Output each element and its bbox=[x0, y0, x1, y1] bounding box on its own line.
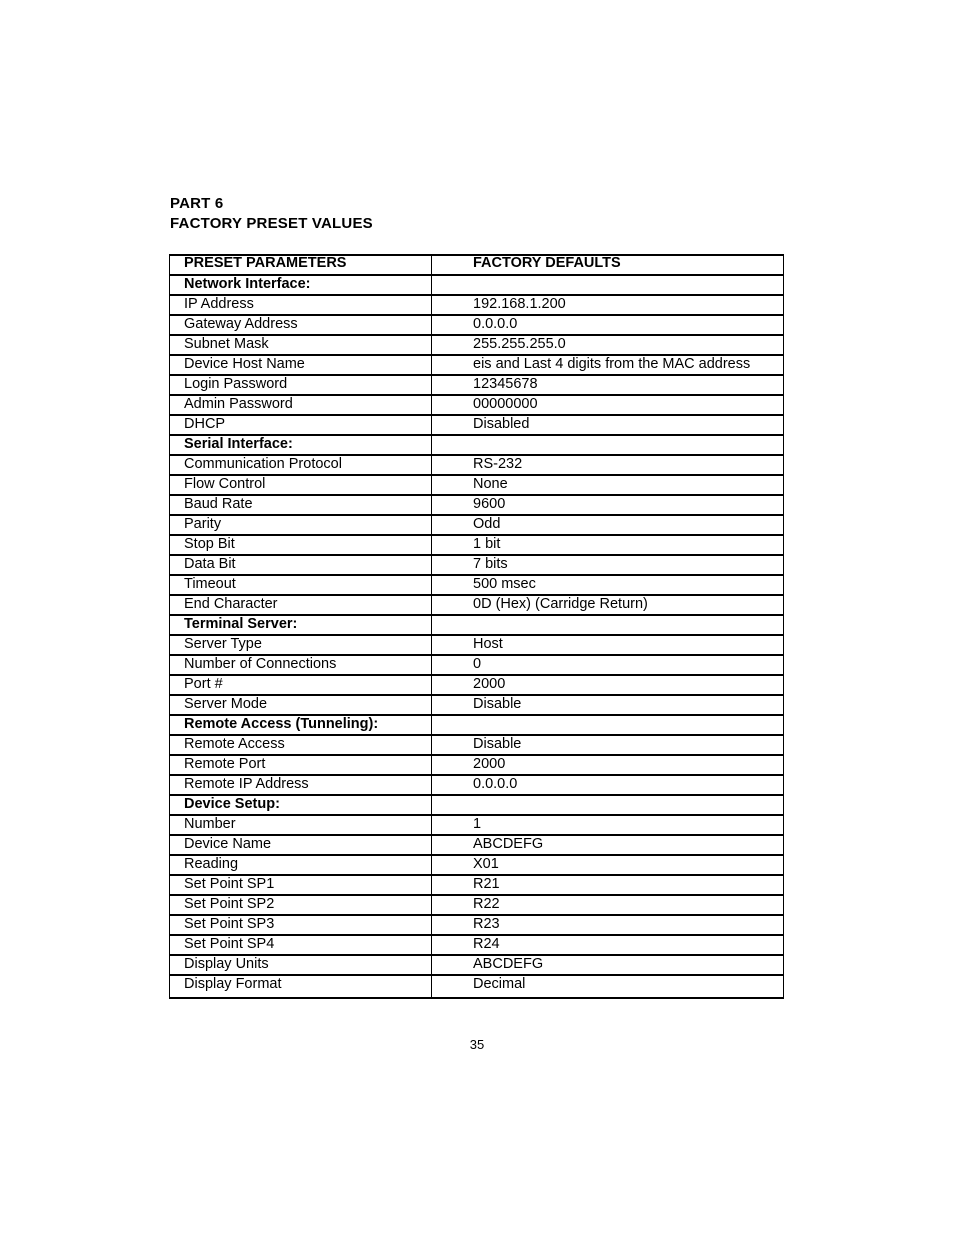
table-header-row bbox=[170, 255, 784, 275]
default-value-cell: eis and Last 4 digits from the MAC address bbox=[432, 355, 784, 375]
table-row bbox=[170, 695, 784, 715]
parameter-cell: Display Format bbox=[170, 975, 432, 998]
table-row bbox=[170, 475, 784, 495]
table-row bbox=[170, 575, 784, 595]
default-value-cell: 1 bbox=[432, 815, 784, 835]
section-row bbox=[170, 715, 784, 735]
table-row bbox=[170, 735, 784, 755]
parameter-cell: Subnet Mask bbox=[170, 335, 432, 355]
parameter-cell: Set Point SP1 bbox=[170, 875, 432, 895]
parameter-cell: IP Address bbox=[170, 295, 432, 315]
section-label: Serial Interface: bbox=[170, 435, 432, 455]
parameter-cell: Stop Bit bbox=[170, 535, 432, 555]
default-value-cell: 12345678 bbox=[432, 375, 784, 395]
section-row bbox=[170, 795, 784, 815]
default-value-cell: R21 bbox=[432, 875, 784, 895]
default-value-cell: 7 bits bbox=[432, 555, 784, 575]
default-value-cell: 192.168.1.200 bbox=[432, 295, 784, 315]
parameter-cell: Communication Protocol bbox=[170, 455, 432, 475]
table-row bbox=[170, 655, 784, 675]
section-row bbox=[170, 435, 784, 455]
default-value-cell: Disable bbox=[432, 735, 784, 755]
table-row bbox=[170, 775, 784, 795]
table-row bbox=[170, 895, 784, 915]
default-value-cell: Host bbox=[432, 635, 784, 655]
table-row bbox=[170, 455, 784, 475]
default-value-cell: X01 bbox=[432, 855, 784, 875]
table-row bbox=[170, 495, 784, 515]
default-value-cell: 2000 bbox=[432, 675, 784, 695]
column-header-defaults: FACTORY DEFAULTS bbox=[432, 255, 784, 275]
default-value-cell: Decimal bbox=[432, 975, 784, 998]
table-row bbox=[170, 635, 784, 655]
column-header-parameters: PRESET PARAMETERS bbox=[170, 255, 432, 275]
default-value-cell: 0 bbox=[432, 655, 784, 675]
table-row bbox=[170, 875, 784, 895]
parameter-cell: Baud Rate bbox=[170, 495, 432, 515]
parameter-cell: Number of Connections bbox=[170, 655, 432, 675]
default-value-cell: 2000 bbox=[432, 755, 784, 775]
table-row bbox=[170, 755, 784, 775]
parameter-cell: Flow Control bbox=[170, 475, 432, 495]
parameter-cell: Set Point SP3 bbox=[170, 915, 432, 935]
default-value-cell bbox=[432, 435, 784, 455]
table-row bbox=[170, 835, 784, 855]
table-row bbox=[170, 815, 784, 835]
default-value-cell: ABCDEFG bbox=[432, 835, 784, 855]
parameter-cell: Remote IP Address bbox=[170, 775, 432, 795]
default-value-cell: ABCDEFG bbox=[432, 955, 784, 975]
section-label: Remote Access (Tunneling): bbox=[170, 715, 432, 735]
table-row bbox=[170, 555, 784, 575]
table-row bbox=[170, 415, 784, 435]
default-value-cell: None bbox=[432, 475, 784, 495]
section-row bbox=[170, 615, 784, 635]
parameter-cell: Remote Access bbox=[170, 735, 432, 755]
table-row bbox=[170, 375, 784, 395]
table-row bbox=[170, 395, 784, 415]
table-row bbox=[170, 675, 784, 695]
default-value-cell: 0.0.0.0 bbox=[432, 315, 784, 335]
default-value-cell: RS-232 bbox=[432, 455, 784, 475]
default-value-cell: 255.255.255.0 bbox=[432, 335, 784, 355]
default-value-cell: 00000000 bbox=[432, 395, 784, 415]
default-value-cell: R23 bbox=[432, 915, 784, 935]
parameter-cell: Data Bit bbox=[170, 555, 432, 575]
parameter-cell: Device Name bbox=[170, 835, 432, 855]
table-row bbox=[170, 915, 784, 935]
default-value-cell: 500 msec bbox=[432, 575, 784, 595]
parameter-cell: Device Host Name bbox=[170, 355, 432, 375]
table-row bbox=[170, 335, 784, 355]
parameter-cell: DHCP bbox=[170, 415, 432, 435]
default-value-cell: Disabled bbox=[432, 415, 784, 435]
parameter-cell: Reading bbox=[170, 855, 432, 875]
preset-values-table bbox=[169, 254, 784, 999]
table-row bbox=[170, 535, 784, 555]
parameter-cell: Remote Port bbox=[170, 755, 432, 775]
default-value-cell: 0.0.0.0 bbox=[432, 775, 784, 795]
default-value-cell: R22 bbox=[432, 895, 784, 915]
parameter-cell: Set Point SP2 bbox=[170, 895, 432, 915]
parameter-cell: Timeout bbox=[170, 575, 432, 595]
parameter-cell: Server Type bbox=[170, 635, 432, 655]
page-number: 35 bbox=[469, 1037, 485, 1052]
default-value-cell: 0D (Hex) (Carridge Return) bbox=[432, 595, 784, 615]
default-value-cell bbox=[432, 615, 784, 635]
parameter-cell: Port # bbox=[170, 675, 432, 695]
parameter-cell: Parity bbox=[170, 515, 432, 535]
section-label: Device Setup: bbox=[170, 795, 432, 815]
default-value-cell bbox=[432, 795, 784, 815]
default-value-cell: Disable bbox=[432, 695, 784, 715]
table-row bbox=[170, 295, 784, 315]
table-row bbox=[170, 855, 784, 875]
default-value-cell: 1 bit bbox=[432, 535, 784, 555]
default-value-cell: R24 bbox=[432, 935, 784, 955]
table-row bbox=[170, 515, 784, 535]
section-label: Terminal Server: bbox=[170, 615, 432, 635]
section-label: Network Interface: bbox=[170, 275, 432, 295]
table-row bbox=[170, 975, 784, 998]
parameter-cell: Gateway Address bbox=[170, 315, 432, 335]
default-value-cell: 9600 bbox=[432, 495, 784, 515]
parameter-cell: Number bbox=[170, 815, 432, 835]
table-row bbox=[170, 595, 784, 615]
default-value-cell bbox=[432, 275, 784, 295]
parameter-cell: End Character bbox=[170, 595, 432, 615]
parameter-cell: Display Units bbox=[170, 955, 432, 975]
table-row bbox=[170, 935, 784, 955]
parameter-cell: Admin Password bbox=[170, 395, 432, 415]
section-row bbox=[170, 275, 784, 295]
table-row bbox=[170, 955, 784, 975]
default-value-cell bbox=[432, 715, 784, 735]
part-heading: PART 6 bbox=[170, 195, 224, 212]
parameter-cell: Server Mode bbox=[170, 695, 432, 715]
page-title: FACTORY PRESET VALUES bbox=[170, 215, 373, 232]
parameter-cell: Set Point SP4 bbox=[170, 935, 432, 955]
table-row bbox=[170, 315, 784, 335]
parameter-cell: Login Password bbox=[170, 375, 432, 395]
default-value-cell: Odd bbox=[432, 515, 784, 535]
table-row bbox=[170, 355, 784, 375]
